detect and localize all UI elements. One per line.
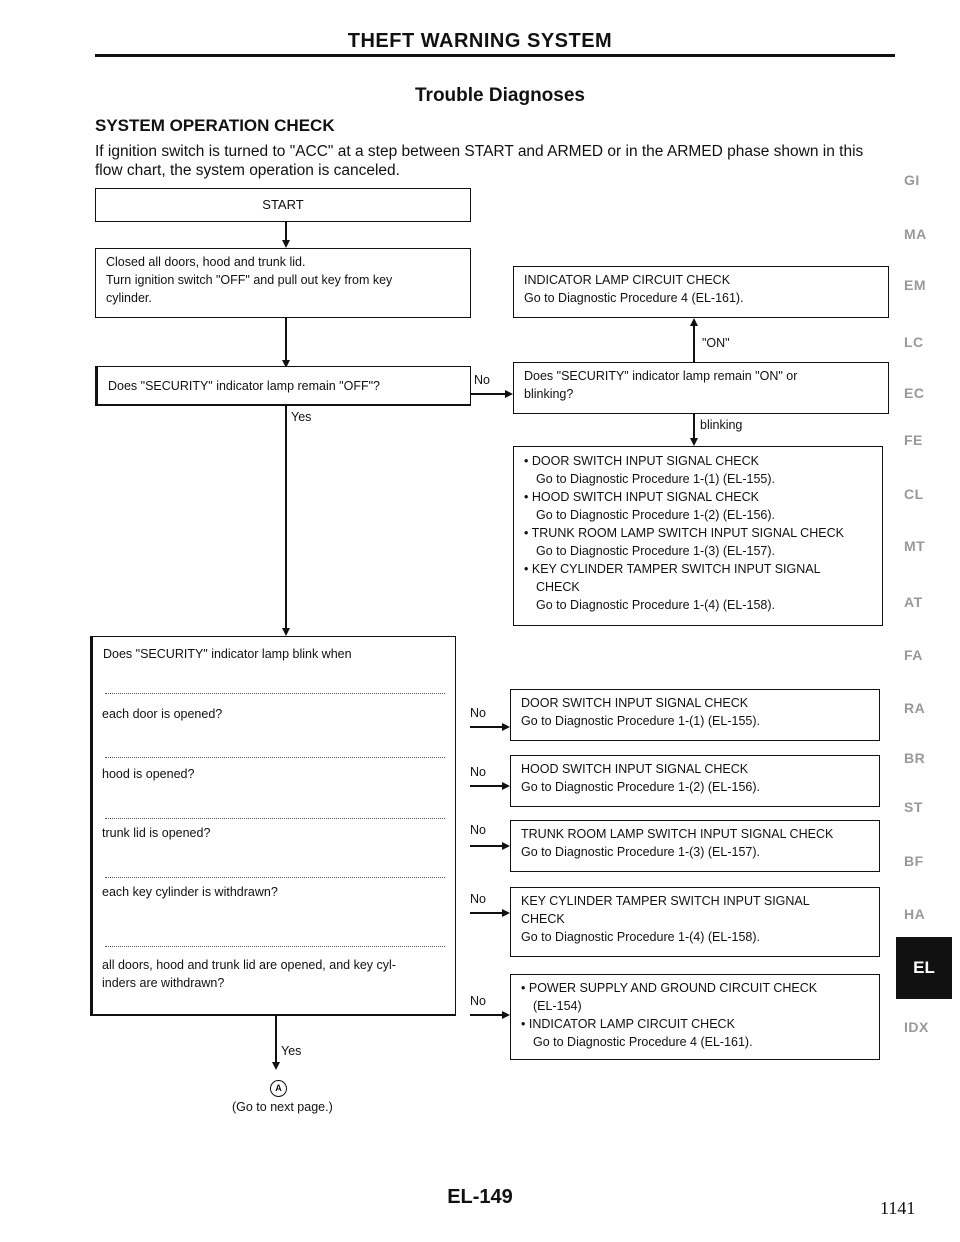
connector-line [470, 912, 504, 914]
result-detail: Go to Diagnostic Procedure 1-(2) (EL-156). [521, 780, 760, 794]
indicator-check-detail: Go to Diagnostic Procedure 4 (EL-161). [524, 291, 744, 305]
arrow-down-icon [690, 438, 698, 446]
arrow-down-icon [272, 1062, 280, 1070]
q1-yes-label: Yes [291, 410, 312, 424]
q3-item: each key cylinder is withdrawn? [102, 885, 278, 899]
header-rule [95, 54, 895, 57]
result-box-trunk [510, 820, 880, 872]
step1-line: Closed all doors, hood and trunk lid. [106, 255, 306, 269]
section-title: Trouble Diagnoses [415, 85, 585, 106]
on-label: "ON" [702, 336, 730, 350]
side-tab-at[interactable]: AT [904, 594, 923, 610]
connector-line [470, 785, 504, 787]
side-tab-ma[interactable]: MA [904, 226, 927, 242]
connector-line [471, 393, 507, 395]
no-label: No [470, 892, 486, 906]
arrow-down-icon [282, 628, 290, 636]
indicator-check-title: INDICATOR LAMP CIRCUIT CHECK [524, 273, 731, 287]
switch-check-item: • TRUNK ROOM LAMP SWITCH INPUT SIGNAL CHECK [524, 526, 844, 540]
connector-label: A [275, 1083, 282, 1093]
no-label: No [470, 765, 486, 779]
q3-item: trunk lid is opened? [102, 826, 211, 840]
page-header-title: THEFT WARNING SYSTEM [347, 30, 613, 52]
switch-check-detail: Go to Diagnostic Procedure 1-(3) (EL-157). [536, 544, 775, 558]
result-box-hood [510, 755, 880, 807]
switch-checks-box [513, 446, 883, 626]
switch-check-item: • HOOD SWITCH INPUT SIGNAL CHECK [524, 490, 759, 504]
step1-line: cylinder. [106, 291, 152, 305]
intro-paragraph: If ignition switch is turned to "ACC" at a step between START and ARMED or in the ARMED phase shown in this flow chart, the system operation is canceled. [95, 143, 864, 179]
q3-title: Does "SECURITY" indicator lamp blink when [103, 647, 352, 661]
dotted-rule [105, 757, 445, 758]
side-tab-em[interactable]: EM [904, 277, 926, 293]
page-code: EL-149 [447, 1186, 513, 1208]
step1-box [95, 248, 471, 318]
dotted-rule [105, 693, 445, 694]
start-label: START [262, 197, 304, 212]
switch-check-detail: Go to Diagnostic Procedure 1-(2) (EL-156). [536, 508, 775, 522]
result-title: DOOR SWITCH INPUT SIGNAL CHECK [521, 696, 749, 710]
result-title: TRUNK ROOM LAMP SWITCH INPUT SIGNAL CHECK [521, 827, 834, 841]
connector-a-icon [270, 1080, 287, 1097]
q3-item: inders are withdrawn? [102, 976, 225, 990]
result-detail: Go to Diagnostic Procedure 4 (EL-161). [533, 1035, 753, 1049]
q2-line: blinking? [524, 387, 574, 401]
arrow-right-icon [502, 909, 510, 917]
dotted-rule [105, 818, 445, 819]
q2-box [513, 362, 889, 414]
result-title: • INDICATOR LAMP CIRCUIT CHECK [521, 1017, 735, 1031]
side-tab-ha[interactable]: HA [904, 906, 926, 922]
result-box-key-cylinder [510, 887, 880, 957]
dotted-rule [105, 946, 445, 947]
connector-line [285, 318, 287, 362]
side-tab-fa[interactable]: FA [904, 647, 923, 663]
page-number: 1141 [880, 1198, 916, 1218]
connector-line [470, 845, 504, 847]
dotted-rule [105, 877, 445, 878]
q3-item: each door is opened? [102, 707, 223, 721]
side-tab-idx[interactable]: IDX [904, 1019, 929, 1035]
q3-item: hood is opened? [102, 767, 195, 781]
sub-heading: SYSTEM OPERATION CHECK [95, 116, 335, 135]
q2-line: Does "SECURITY" indicator lamp remain "ON" or [524, 369, 798, 383]
switch-check-detail: Go to Diagnostic Procedure 1-(1) (EL-155). [536, 472, 775, 486]
switch-check-detail: CHECK [536, 580, 580, 594]
arrow-right-icon [502, 782, 510, 790]
q1-box [95, 366, 471, 406]
side-tab-el-active[interactable]: EL [896, 937, 952, 999]
result-detail: (EL-154) [533, 999, 582, 1013]
connector-line [693, 324, 695, 362]
indicator-check-box [513, 266, 889, 318]
connector-line [470, 726, 504, 728]
side-tab-lc[interactable]: LC [904, 334, 924, 350]
switch-check-item: • DOOR SWITCH INPUT SIGNAL CHECK [524, 454, 759, 468]
blinking-label: blinking [700, 418, 743, 432]
side-tab-st[interactable]: ST [904, 799, 923, 815]
no-label: No [470, 994, 486, 1008]
side-tab-br[interactable]: BR [904, 750, 926, 766]
result-box-power-supply [510, 974, 880, 1060]
start-box [95, 188, 471, 222]
arrow-right-icon [502, 723, 510, 731]
arrow-right-icon [502, 1011, 510, 1019]
side-tab-cl[interactable]: CL [904, 486, 924, 502]
result-title: KEY CYLINDER TAMPER SWITCH INPUT SIGNAL [521, 894, 810, 908]
result-title: CHECK [521, 912, 565, 926]
result-detail: Go to Diagnostic Procedure 1-(1) (EL-155). [521, 714, 760, 728]
connector-line [285, 406, 287, 630]
next-page-note: (Go to next page.) [232, 1100, 333, 1114]
side-tab-gi[interactable]: GI [904, 172, 920, 188]
q3-item: all doors, hood and trunk lid are opened, and key cyl- [102, 958, 396, 972]
result-box-door [510, 689, 880, 741]
result-title: HOOD SWITCH INPUT SIGNAL CHECK [521, 762, 749, 776]
result-detail: Go to Diagnostic Procedure 1-(3) (EL-157). [521, 845, 760, 859]
connector-line [285, 222, 287, 242]
connector-line [470, 1014, 504, 1016]
switch-check-item: • KEY CYLINDER TAMPER SWITCH INPUT SIGNAL [524, 562, 821, 576]
side-tab-bf[interactable]: BF [904, 853, 924, 869]
no-label: No [470, 823, 486, 837]
q1-text: Does "SECURITY" indicator lamp remain "OFF"? [108, 379, 380, 393]
arrow-right-icon [505, 390, 513, 398]
side-tab-fe[interactable]: FE [904, 432, 923, 448]
yes-label: Yes [281, 1044, 302, 1058]
arrow-right-icon [502, 842, 510, 850]
no-label: No [470, 706, 486, 720]
result-detail: Go to Diagnostic Procedure 1-(4) (EL-158). [521, 930, 760, 944]
q1-no-label: No [474, 373, 490, 387]
switch-check-detail: Go to Diagnostic Procedure 1-(4) (EL-158). [536, 598, 775, 612]
connector-line [693, 414, 695, 440]
step1-line: Turn ignition switch "OFF" and pull out key from key [106, 273, 393, 287]
connector-line [275, 1016, 277, 1064]
result-title: • POWER SUPPLY AND GROUND CIRCUIT CHECK [521, 981, 818, 995]
arrow-down-icon [282, 240, 290, 248]
side-tab-ra[interactable]: RA [904, 700, 926, 716]
side-tab-mt[interactable]: MT [904, 538, 926, 554]
side-tab-ec[interactable]: EC [904, 385, 925, 401]
